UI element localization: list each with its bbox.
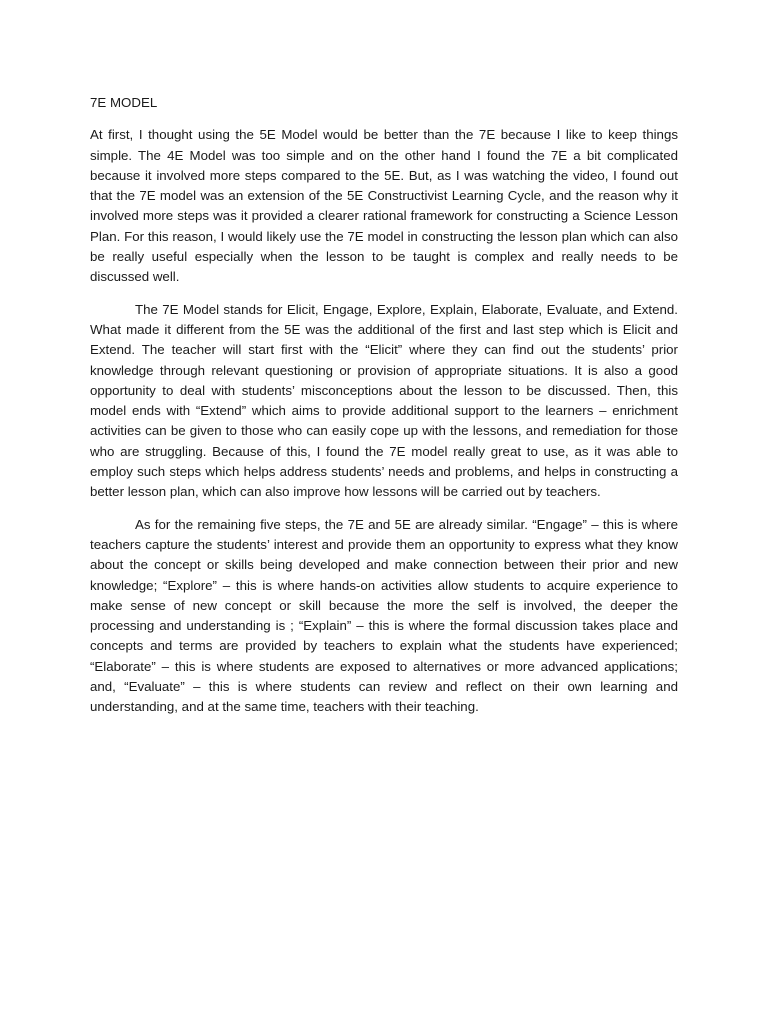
paragraph-7e-definition: The 7E Model stands for Elicit, Engage, Explore, Explain, Elaborate, Evaluate, and Extend. What made it different from the 5E was the additional of the first and last step which is Elicit and Extend. The teacher will start first with the “Elicit” where they can find out the students’ prior knowledge through relevant questioning or provision of appropriate situations. It is also a good opportunity to deal with students’ misconceptions about the lesson to be discussed. Then, this model ends with “Extend” which aims to provide additional support to the learners – enrichment activities can be given to those who can easily cope up with the lessons, and remediation for those who are struggling. Because of this, I found the 7E model really great to use, as it was able to employ such steps which helps address students’ needs and problems, and helps in constructing a better lesson plan, which can also improve how lessons will be carried out by teachers. [90, 301, 678, 500]
document-title: 7E MODEL [90, 95, 158, 110]
paragraph-intro: At first, I thought using the 5E Model would be better than the 7E because I like to keep things simple. The 4E Model was too simple and on the other hand I found the 7E a bit complicated because it involved more steps compared to the 5E. But, as I was watching the video, I found out that the 7E model was an extension of the 5E Constructivist Learning Cycle, and the reason why it involved more steps was it provided a clearer rational framework for constructing a Science Lesson Plan. For this reason, I would likely use the 7E model in constructing the lesson plan which can also be really useful especially when the lesson to be taught is complex and really needs to be discussed well. [90, 127, 678, 285]
paragraph-remaining-steps: As for the remaining five steps, the 7E and 5E are already similar. “Engage” – this is where teachers capture the students’ interest and provide them an opportunity to express what they know about the concept or skills being developed and make connection between their prior and new knowledge; “Explore” – this is where hands-on activities allow students to acquire experience to make sense of new concept or skill because the more the self is involved, the deeper the processing and understanding is ; “Explain” – this is where the formal discussion takes place and concepts and terms are provided by teachers to explain what the students have experienced; “Elaborate” – this is where students are exposed to alternatives or more advanced applications; and, “Evaluate” – this is where students can review and reflect on their own learning and understanding, and at the same time, teachers with their teaching. [90, 516, 678, 715]
